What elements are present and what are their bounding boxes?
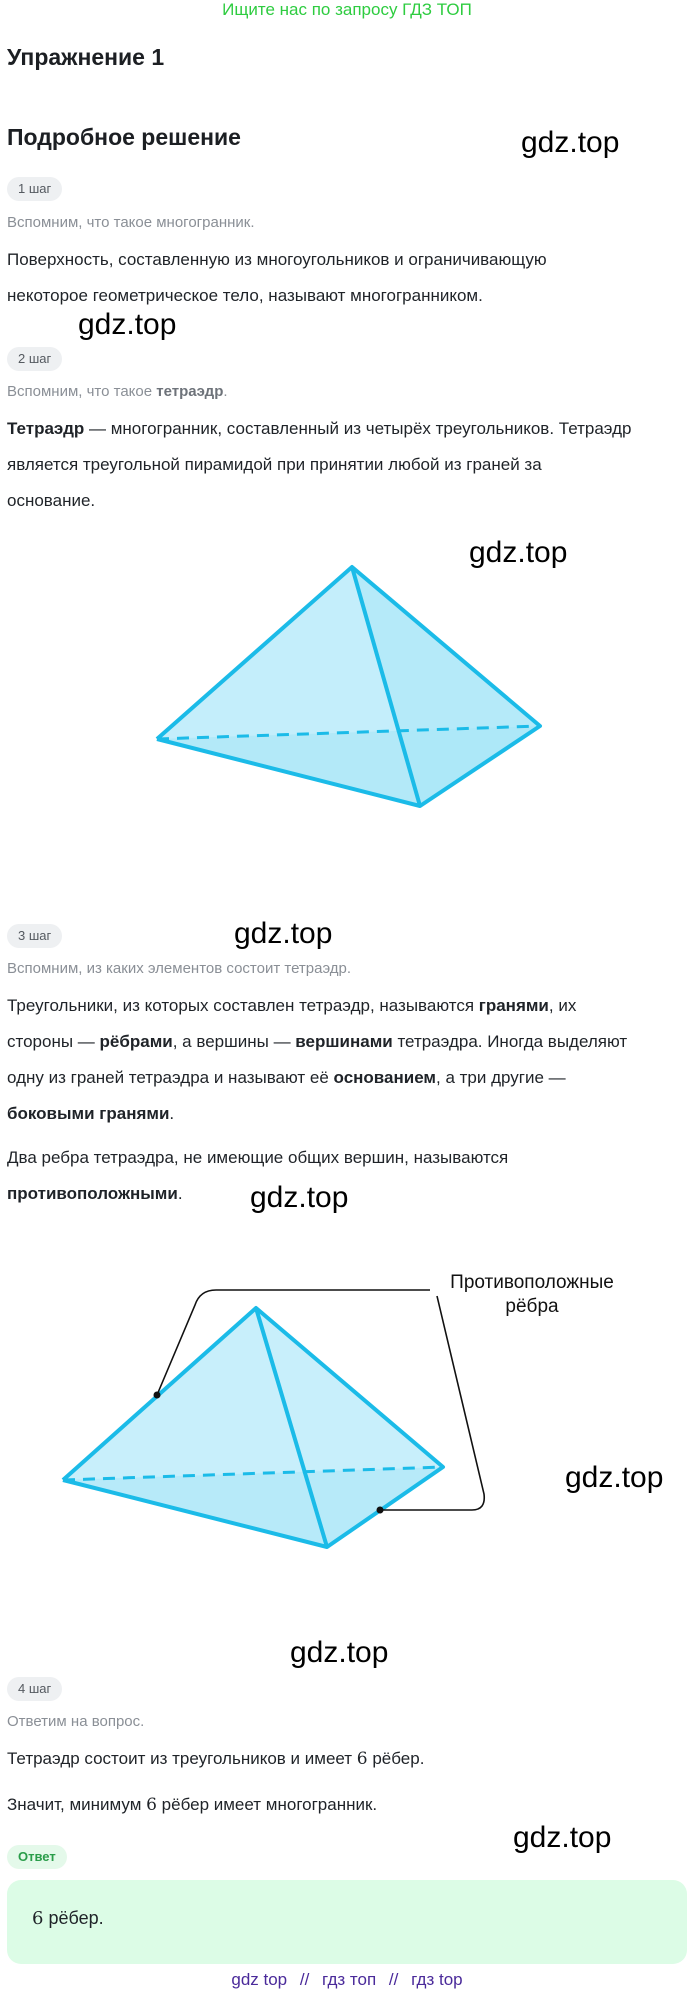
step-text (7, 1787, 687, 1823)
hint-part: Вспомним, что такое (7, 383, 157, 400)
footer-link[interactable]: gdz top (231, 1970, 288, 1989)
opposite-edges-label (426, 1271, 638, 1319)
text-part: рёбер. (43, 1908, 104, 1928)
edge-marker (377, 1507, 384, 1514)
footer-link[interactable]: гдз top (411, 1970, 463, 1989)
text-part: , а три другие — (436, 1068, 566, 1087)
edge-marker (154, 1392, 161, 1399)
text-line (7, 1741, 687, 1777)
text-part: — многогранник, составленный из четырёх треугольников. Тетраэдр (84, 419, 632, 438)
step-hint: Ответим на вопрос. (7, 1713, 145, 1730)
text-part: , а вершины — (172, 1032, 296, 1051)
number: 6 (356, 1749, 368, 1769)
term: основанием (333, 1068, 437, 1087)
text-line: Поверхность, составленную из многоугольников и ограничивающую (7, 250, 547, 269)
watermark: gdz.top (521, 126, 620, 159)
number: 6 (32, 1908, 44, 1929)
text-part: рёбер. (367, 1749, 425, 1768)
text-part: Треугольники, из которых составлен тетраэдр, называются (7, 996, 479, 1015)
term: противоположными (7, 1184, 178, 1203)
term: рёбрами (99, 1032, 173, 1051)
text-line: Два ребра тетраэдра, не имеющие общих вершин, называются (7, 1148, 509, 1167)
step-badge: 2 шаг (7, 347, 62, 371)
text-part: . (169, 1104, 175, 1123)
step-badge: 3 шаг (7, 924, 62, 948)
watermark: gdz.top (565, 1461, 664, 1494)
text-part: . (177, 1184, 183, 1203)
text-line: основание. (7, 491, 96, 510)
text-part: рёбер имеет многогранник. (156, 1795, 378, 1814)
step-badge: 4 шаг (7, 1677, 62, 1701)
hint-part: . (223, 383, 228, 400)
watermark: gdz.top (250, 1181, 349, 1214)
text-part: , их (548, 996, 577, 1015)
text-part: Тетраэдр состоит из треугольников и имеет (7, 1749, 357, 1768)
footer-separator: // (299, 1970, 310, 1989)
watermark: gdz.top (78, 308, 177, 341)
term: гранями (478, 996, 549, 1015)
step-hint: Вспомним, что такое многогранник. (7, 214, 255, 231)
term: вершинами (295, 1032, 393, 1051)
label-line: Противоположные (450, 1272, 614, 1293)
section-title: Подробное решение (7, 124, 241, 150)
answer-badge: Ответ (7, 1845, 67, 1869)
hint-term: тетраэдр (156, 383, 224, 400)
step-hint: Вспомним, из каких элементов состоит тетраэдр. (7, 960, 352, 977)
term: боковыми гранями (7, 1104, 170, 1123)
text-part: одну из граней тетраэдра и называют её (7, 1068, 334, 1087)
watermark: gdz.top (290, 1636, 389, 1669)
number: 6 (146, 1795, 157, 1815)
watermark: gdz.top (469, 536, 568, 569)
answer-box (7, 1880, 687, 1964)
text-part: тетраэдра. Иногда выделяют (392, 1032, 628, 1051)
text-line: некоторое геометрическое тело, называют многогранником. (7, 286, 483, 305)
text-line (7, 1787, 687, 1823)
label-line: рёбра (505, 1296, 559, 1317)
footer-separator: // (388, 1970, 399, 1989)
watermark: gdz.top (513, 1821, 612, 1854)
text-part: стороны — (7, 1032, 100, 1051)
top-banner: Ищите нас по запросу ГДЗ ТОП (222, 0, 472, 19)
text-part: Значит, минимум (7, 1795, 147, 1814)
term: Тетраэдр (7, 419, 85, 438)
watermark: gdz.top (234, 917, 333, 950)
step-badge: 1 шаг (7, 177, 62, 201)
text-line: является треугольной пирамидой при принятии любой из граней за (7, 455, 542, 474)
footer-links (0, 1970, 694, 1990)
page-title: Упражнение 1 (7, 44, 165, 70)
step-text (7, 1741, 687, 1777)
answer-text (32, 1908, 104, 1929)
footer-link[interactable]: гдз топ (322, 1970, 377, 1989)
